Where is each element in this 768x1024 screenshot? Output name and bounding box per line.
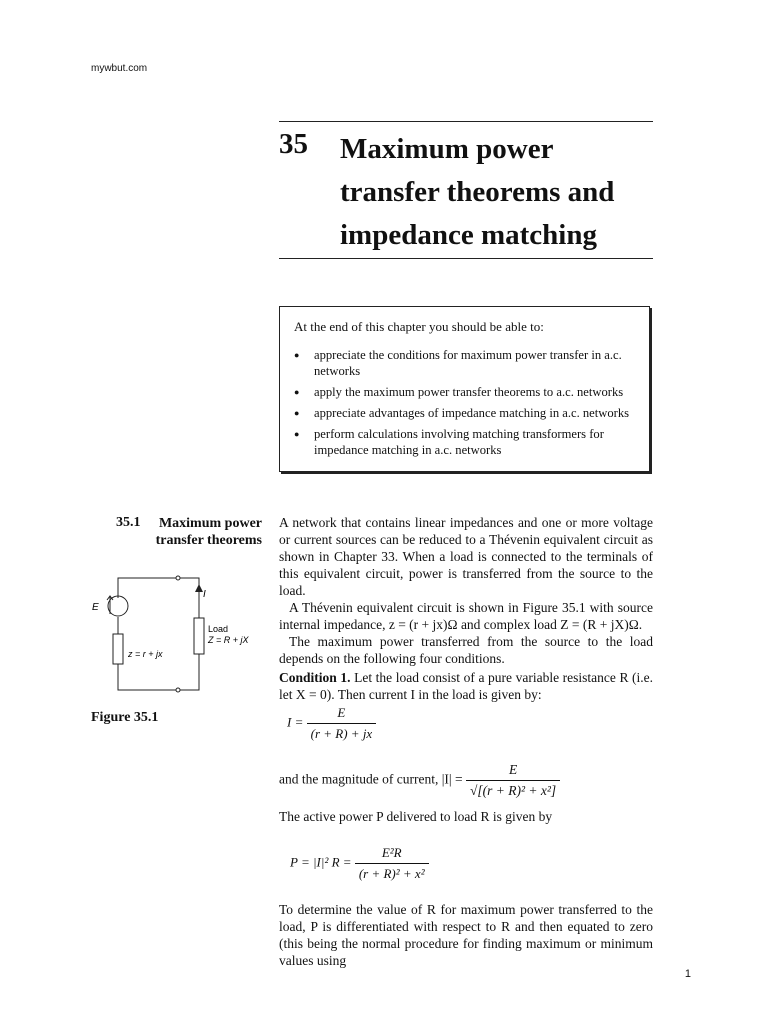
condition-label: Condition 1. bbox=[279, 670, 351, 685]
mag-text: and the magnitude of current, |I| = bbox=[279, 771, 463, 787]
chapter-title: Maximum power transfer theorems and impedance matching bbox=[340, 133, 615, 251]
eq-fraction bbox=[355, 845, 429, 882]
condition-text: Let the load consist of a pure variable resistance R (i.e. let X = 0). Then current I in the load is given by: bbox=[279, 670, 654, 702]
paragraph: The active power P delivered to load R is given by bbox=[279, 809, 553, 824]
chapter-rule-top bbox=[279, 121, 653, 122]
objectives-box bbox=[279, 306, 650, 472]
eq-fraction bbox=[466, 762, 560, 799]
paragraph: A network that contains linear impedances and one or more voltage or current sources can be reduced to a Thévenin equivalent circuit as shown in Chapter 33. When a load is connected to the terminals of this equivalent circuit, power is transferred from the source to the load. bbox=[279, 515, 653, 598]
paragraph: To determine the value of R for maximum power transferred to the load, P is differentiated with respect to R and then equated to zero (this being the normal procedure for finding maximum or minimum values using bbox=[279, 902, 653, 968]
eq-numerator: E²R bbox=[381, 845, 402, 860]
figure-label-load: Load bbox=[208, 624, 229, 634]
eq-lhs: I = bbox=[287, 714, 304, 730]
objective-item: ● perform calculations involving matching transformers for impedance matching in a.c. networks bbox=[294, 426, 639, 458]
eq-numerator: E bbox=[508, 762, 518, 777]
section-number: 35.1 bbox=[116, 515, 141, 530]
objectives-intro: At the end of this chapter you should be able to: bbox=[294, 319, 544, 334]
eq-lhs: P = |I|² R = bbox=[290, 854, 352, 870]
eq-denominator: √[(r + R)² + x²] bbox=[466, 780, 560, 799]
objectives-list bbox=[294, 347, 639, 463]
objective-item: ● appreciate the conditions for maximum power transfer in a.c. networks bbox=[294, 347, 639, 379]
body-text bbox=[279, 514, 653, 703]
equation-power bbox=[290, 845, 429, 882]
site-header: mywbut.com bbox=[91, 63, 148, 74]
condition-paragraph bbox=[279, 669, 653, 703]
current-arrow-icon bbox=[195, 584, 203, 592]
page-number: 1 bbox=[684, 968, 691, 980]
objective-item: ● apply the maximum power transfer theorems to a.c. networks bbox=[294, 384, 639, 400]
chapter-number: 35 bbox=[279, 128, 308, 160]
paragraph: The maximum power transferred from the source to the load depends on the following four conditions. bbox=[279, 634, 653, 666]
equation-magnitude bbox=[279, 762, 560, 799]
equation-current bbox=[287, 705, 376, 742]
circuit-diagram bbox=[88, 570, 268, 695]
section-title: Maximum power transfer theorems bbox=[155, 516, 262, 548]
eq-denominator: (r + R)² + x² bbox=[355, 863, 429, 882]
eq-fraction bbox=[307, 705, 377, 742]
figure-label-i: I bbox=[203, 589, 206, 600]
eq-denominator: (r + R) + jx bbox=[307, 723, 377, 742]
figure-label-e: E bbox=[92, 602, 99, 613]
paragraph: A Thévenin equivalent circuit is shown in Figure 35.1 with source internal impedance, z = (r + jx)Ω and complex load Z = (R + jX)Ω. bbox=[279, 600, 653, 632]
eq-numerator: E bbox=[337, 705, 346, 720]
figure-label-load-z: Z = R + jX bbox=[208, 635, 249, 645]
objective-item: ● appreciate advantages of impedance matching in a.c. networks bbox=[294, 405, 639, 421]
chapter-rule-bottom bbox=[279, 258, 653, 259]
figure-label-source-z: z = r + jx bbox=[128, 649, 163, 659]
figure-caption: Figure 35.1 bbox=[91, 710, 159, 725]
